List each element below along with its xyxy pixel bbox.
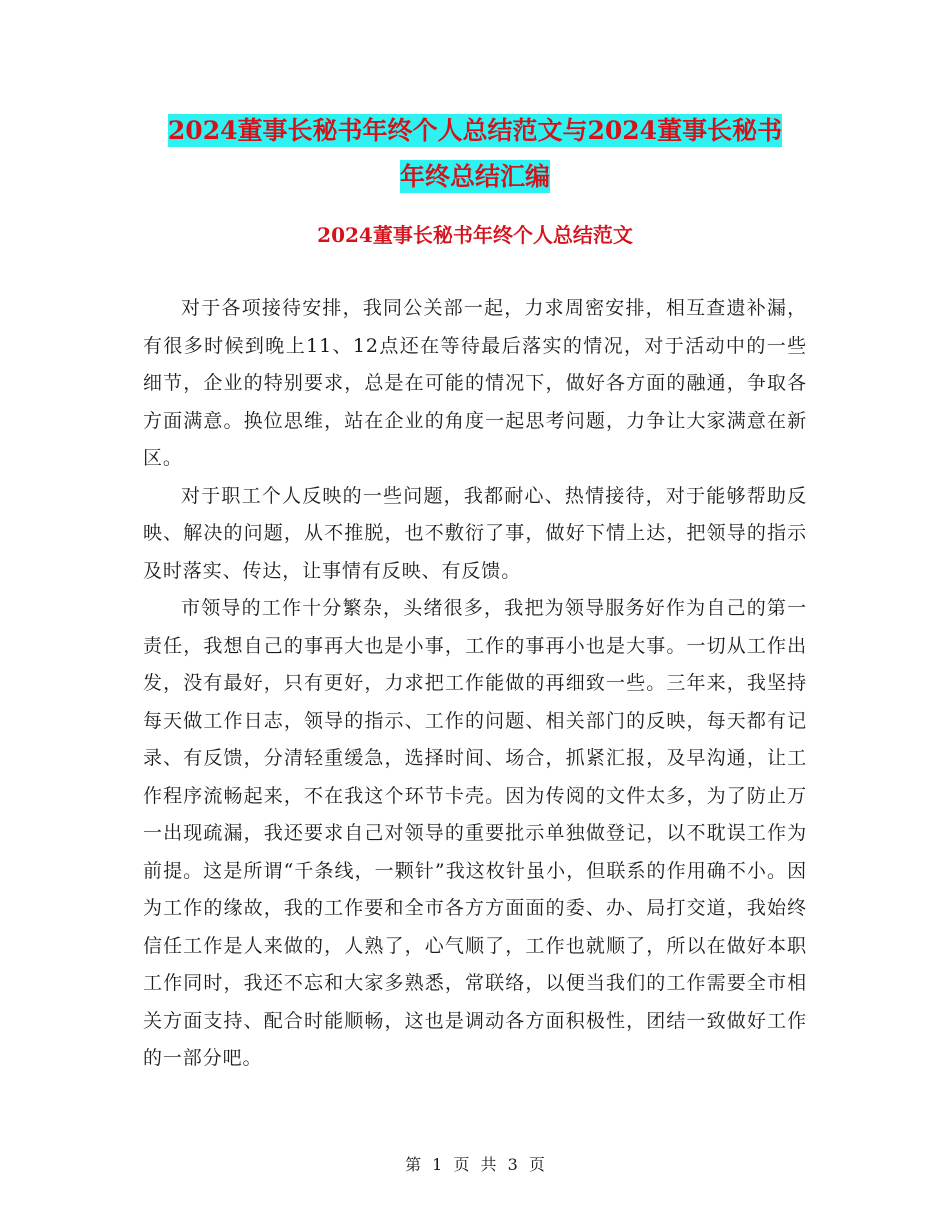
paragraph: 对于职工个人反映的一些问题，我都耐心、热情接待，对于能够帮助反映、解决的问题，从不推脱，也不敷衍了事，做好下情上达，把领导的指示及时落实、传达，让事情有反映、有反馈。 (143, 484, 807, 582)
document-title (0, 108, 950, 200)
document-title-line-2: 年终总结汇编 (399, 162, 550, 191)
document-title-line-1: 2024董事长秘书年终个人总结范文与2024董事长秘书 (167, 116, 783, 145)
paragraph: 对于各项接待安排，我同公关部一起，力求周密安排，相互查遗补漏，有很多时候到晚上11、12点还在等待最后落实的情况，对于活动中的一些细节，企业的特别要求，总是在可能的情况下，做好各方面的融通，争取各方面满意。换位思维，站在企业的角度一起思考问题，力争让大家满意在新区。 (143, 297, 807, 469)
section-title: 2024董事长秘书年终个人总结范文 (317, 223, 633, 247)
document-body (143, 290, 807, 1078)
page-footer: 第 1 页 共 3 页 (405, 1155, 545, 1174)
paragraph: 市领导的工作十分繁杂，头绪很多，我把为领导服务好作为自己的第一责任，我想自己的事再大也是小事，工作的事再小也是大事。一切从工作出发，没有最好，只有更好，力求把工作能做的再细致一些。三年来，我坚持每天做工作日志，领导的指示、工作的问题、相关部门的反映，每天都有记录、有反馈，分清轻重缓急，选择时间、场合，抓紧汇报，及早沟通，让工作程序流畅起来，不在我这个环节卡壳。因为传阅的文件太多，为了防止万一出现疏漏，我还要求自己对领导的重要批示单独做登记，以不耽误工作为前提。这是所谓“千条线，一颗针”我这枚针虽小，但联系的作用确不小。因为工作的缘故，我的工作要和全市各方方面面的委、办、局打交道，我始终信任工作是人来做的，人熟了，心气顺了，工作也就顺了，所以在做好本职工作同时，我还不忘和大家多熟悉，常联络，以便当我们的工作需要全市相关方面支持、配合时能顺畅，这也是调动各方面积极性，团结一致做好工作的一部分吧。 (143, 597, 807, 1069)
